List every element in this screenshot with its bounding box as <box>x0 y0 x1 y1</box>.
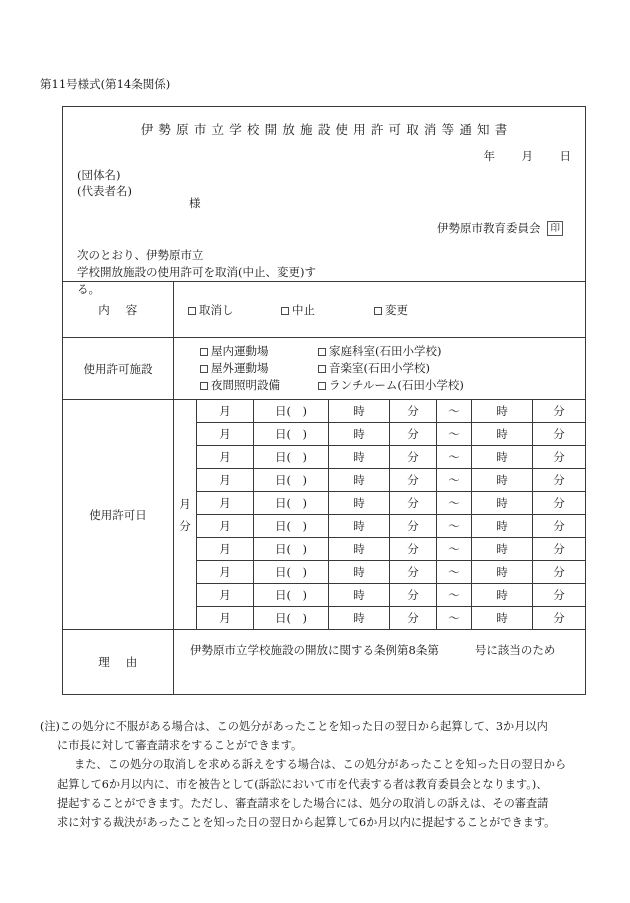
addressee-block <box>77 167 132 199</box>
footnote-line-6: 求に対する裁決があったことを知った日の翌日から起算して6か月以内に提起することができます。 <box>57 816 556 830</box>
date-cell-day[interactable]: 日( ) <box>254 446 329 469</box>
checkbox-label: 屋外運動場 <box>211 361 269 375</box>
checkbox-option-lunch-room[interactable] <box>318 378 585 393</box>
checkbox-label: 夜間照明設備 <box>211 378 280 392</box>
date-cell-month[interactable]: 月 <box>197 423 254 446</box>
issue-date-line <box>484 148 572 164</box>
date-entry-row[interactable] <box>197 446 585 469</box>
date-cell-day[interactable]: 日( ) <box>254 469 329 492</box>
checkbox-icon[interactable] <box>200 382 208 390</box>
checkbox-option-home-ec-room[interactable] <box>318 344 585 359</box>
date-cell-tilde[interactable]: 〜 <box>437 400 472 423</box>
date-cell-start-hour[interactable]: 時 <box>329 607 390 630</box>
facility-checkbox-grid <box>174 338 585 399</box>
date-cell-start-hour[interactable]: 時 <box>329 538 390 561</box>
content-checkbox-group <box>174 302 585 318</box>
row-label-facility: 使用許可施設 <box>63 338 174 400</box>
table-row-facility <box>63 338 585 400</box>
date-cell-end-minute[interactable]: 分 <box>533 469 586 492</box>
date-cell-end-hour[interactable]: 時 <box>472 446 533 469</box>
date-cell-month[interactable]: 月 <box>197 561 254 584</box>
date-month-label: 月 <box>521 149 533 163</box>
date-cell-start-hour[interactable]: 時 <box>329 469 390 492</box>
lead-text-part2: 学校開放施設の使用許可を取消(中止、変更)す <box>77 265 316 279</box>
checkbox-icon[interactable] <box>188 307 196 315</box>
date-cell-tilde[interactable]: 〜 <box>437 423 472 446</box>
date-entry-row[interactable] <box>197 607 585 630</box>
date-cell-day[interactable]: 日( ) <box>254 423 329 446</box>
checkbox-label: 取消し <box>199 302 234 317</box>
date-cell-start-hour[interactable]: 時 <box>329 515 390 538</box>
date-entry-row[interactable] <box>197 515 585 538</box>
date-cell-end-hour[interactable]: 時 <box>472 400 533 423</box>
row-label-reason <box>63 630 174 694</box>
checkbox-icon[interactable] <box>318 348 326 356</box>
representative-name-label: (代表者名) <box>77 184 132 198</box>
date-cell-end-hour[interactable]: 時 <box>472 561 533 584</box>
date-cell-tilde[interactable]: 〜 <box>437 561 472 584</box>
issuer-block <box>437 220 563 236</box>
date-cell-month[interactable]: 月 <box>197 607 254 630</box>
row-label-reason-char1: 理 <box>98 654 126 669</box>
date-cell-day[interactable]: 日( ) <box>254 515 329 538</box>
date-cell-tilde[interactable]: 〜 <box>437 492 472 515</box>
table-row-permitted-dates <box>63 400 585 630</box>
checkbox-option-cancel[interactable] <box>188 302 281 318</box>
date-cell-day[interactable]: 日( ) <box>254 492 329 515</box>
date-cell-day[interactable]: 日( ) <box>254 400 329 423</box>
footnote-line-5: 提起することができます。ただし、審査請求をした場合には、処分の取消しの訴えは、その審査請 <box>57 796 549 810</box>
checkbox-label: 屋内運動場 <box>211 344 269 358</box>
date-cell-start-minute[interactable]: 分 <box>390 400 437 423</box>
date-cell-end-minute[interactable]: 分 <box>533 400 586 423</box>
footnote-line-1: (注)この処分に不服がある場合は、この処分があったことを知った日の翌日から起算して、3か月以内 <box>40 720 548 733</box>
table-row-reason <box>63 630 585 694</box>
row-label-permitted-dates: 使用許可日 <box>63 400 174 630</box>
date-day-label: 日 <box>559 149 571 163</box>
footnote-line-2: に市長に対して審査請求をすることができます。 <box>57 739 303 753</box>
date-entry-row[interactable] <box>197 584 585 607</box>
date-cell-end-hour[interactable]: 時 <box>472 584 533 607</box>
notice-form-box <box>62 106 586 695</box>
date-unit-column <box>174 400 197 629</box>
date-cell-end-minute[interactable]: 分 <box>533 561 586 584</box>
date-cell-tilde[interactable]: 〜 <box>437 584 472 607</box>
date-cell-end-hour[interactable]: 時 <box>472 469 533 492</box>
date-cell-start-minute[interactable]: 分 <box>390 584 437 607</box>
footnote-line-4: 起算して6か月以内に、市を被告として(訴訟において市を代表する者は教育委員会となります。)、 <box>57 777 548 791</box>
date-cell-end-hour[interactable]: 時 <box>472 492 533 515</box>
date-cell-month[interactable]: 月 <box>197 446 254 469</box>
date-cell-day[interactable]: 日( ) <box>254 607 329 630</box>
date-unit-minute: 分 <box>179 518 191 533</box>
checkbox-icon[interactable] <box>281 307 289 315</box>
row-label-content-char1: 内 <box>98 302 126 317</box>
date-cell-month[interactable]: 月 <box>197 538 254 561</box>
notice-table <box>63 281 585 694</box>
date-cell-start-minute[interactable]: 分 <box>390 515 437 538</box>
checkbox-option-music-room[interactable] <box>318 361 585 376</box>
date-cell-start-hour[interactable]: 時 <box>329 446 390 469</box>
date-cell-month[interactable]: 月 <box>197 400 254 423</box>
form-header <box>63 107 585 296</box>
checkbox-option-indoor-ground[interactable] <box>200 344 318 359</box>
date-cell-end-minute[interactable]: 分 <box>533 584 586 607</box>
seal-icon: 印 <box>547 221 563 236</box>
date-cell-start-hour[interactable]: 時 <box>329 492 390 515</box>
date-cell-start-hour[interactable]: 時 <box>329 400 390 423</box>
checkbox-icon[interactable] <box>374 307 382 315</box>
date-year-label: 年 <box>483 149 495 163</box>
date-entry-row[interactable] <box>197 492 585 515</box>
date-cell-tilde[interactable]: 〜 <box>437 607 472 630</box>
checkbox-option-night-lighting[interactable] <box>200 378 318 393</box>
date-cell-day[interactable]: 日( ) <box>254 538 329 561</box>
date-cell-start-minute[interactable]: 分 <box>390 423 437 446</box>
date-cell-end-minute[interactable]: 分 <box>533 515 586 538</box>
lead-text-part3: る。 <box>77 282 100 296</box>
date-entry-row[interactable] <box>197 538 585 561</box>
honorific-label: 様 <box>189 196 201 210</box>
date-cell-start-hour[interactable]: 時 <box>329 584 390 607</box>
checkbox-option-outdoor-ground[interactable] <box>200 361 318 376</box>
date-cell-end-minute[interactable]: 分 <box>533 538 586 561</box>
permitted-dates-cell <box>174 400 586 630</box>
form-number: 第11号様式(第14条関係) <box>40 77 171 91</box>
date-cell-month[interactable]: 月 <box>197 515 254 538</box>
date-cell-end-hour[interactable]: 時 <box>472 607 533 630</box>
date-cell-end-hour[interactable]: 時 <box>472 515 533 538</box>
issuer-name: 伊勢原市教育委員会 <box>436 221 541 235</box>
reason-text-after: 号に該当のため <box>474 642 556 657</box>
date-cell-tilde[interactable]: 〜 <box>437 538 472 561</box>
reason-statement <box>174 642 585 682</box>
checkbox-label: 中止 <box>292 302 315 317</box>
date-entry-row[interactable] <box>197 469 585 492</box>
checkbox-icon[interactable] <box>318 382 326 390</box>
date-entry-row[interactable] <box>197 423 585 446</box>
date-cell-end-minute[interactable]: 分 <box>533 423 586 446</box>
checkbox-label: 音楽室(石田小学校) <box>329 361 430 375</box>
group-name-label: (団体名) <box>77 168 121 182</box>
date-cell-start-minute[interactable]: 分 <box>390 492 437 515</box>
date-cell-start-minute[interactable]: 分 <box>390 607 437 630</box>
date-cell-start-minute[interactable]: 分 <box>390 538 437 561</box>
document-title: 伊勢原市立学校開放施設使用許可取消等通知書 <box>140 122 513 137</box>
checkbox-label: ランチルーム(石田小学校) <box>329 378 464 392</box>
date-cell-month[interactable]: 月 <box>197 584 254 607</box>
date-cell-tilde[interactable]: 〜 <box>437 515 472 538</box>
date-cell-tilde[interactable]: 〜 <box>437 446 472 469</box>
checkbox-label: 家庭科室(石田小学校) <box>329 344 442 358</box>
footnote-line-3: また、この処分の取消しを求める訴えをする場合は、この処分があったことを知った日の翌日から <box>74 758 567 772</box>
lead-text-part1: 次のとおり、伊勢原市立 <box>77 248 204 262</box>
footnote-block <box>40 717 596 832</box>
date-cell-month[interactable]: 月 <box>197 492 254 515</box>
checkbox-icon[interactable] <box>318 365 326 373</box>
date-rows-table <box>197 400 585 629</box>
date-cell-tilde[interactable]: 〜 <box>437 469 472 492</box>
checkbox-option-suspend[interactable] <box>281 302 374 318</box>
reason-text-cell <box>174 630 586 694</box>
date-cell-start-minute[interactable]: 分 <box>390 561 437 584</box>
lead-paragraph <box>77 247 575 298</box>
date-cell-end-minute[interactable]: 分 <box>533 446 586 469</box>
date-cell-day[interactable]: 日( ) <box>254 561 329 584</box>
date-unit-month: 月 <box>179 496 191 511</box>
date-cell-end-minute[interactable]: 分 <box>533 607 586 630</box>
date-entry-row[interactable] <box>197 400 585 423</box>
checkbox-label: 変更 <box>385 302 408 317</box>
date-cell-end-hour[interactable]: 時 <box>472 538 533 561</box>
permitted-dates-wrap <box>174 400 585 629</box>
date-cell-start-hour[interactable]: 時 <box>329 423 390 446</box>
row-label-content-char2: 容 <box>125 302 138 317</box>
date-cell-start-hour[interactable]: 時 <box>329 561 390 584</box>
row-label-reason-char2: 由 <box>125 654 138 669</box>
checkbox-icon[interactable] <box>200 365 208 373</box>
reason-text-before: 伊勢原市立学校施設の開放に関する条例第8条第 <box>190 642 439 657</box>
date-entry-row[interactable] <box>197 561 585 584</box>
date-cell-end-minute[interactable]: 分 <box>533 492 586 515</box>
date-cell-start-minute[interactable]: 分 <box>390 469 437 492</box>
date-cell-month[interactable]: 月 <box>197 469 254 492</box>
date-cell-end-hour[interactable]: 時 <box>472 423 533 446</box>
checkbox-icon[interactable] <box>200 348 208 356</box>
date-cell-day[interactable]: 日( ) <box>254 584 329 607</box>
checkbox-option-change[interactable] <box>374 302 467 318</box>
date-cell-start-minute[interactable]: 分 <box>390 446 437 469</box>
facility-options-cell <box>174 338 586 400</box>
